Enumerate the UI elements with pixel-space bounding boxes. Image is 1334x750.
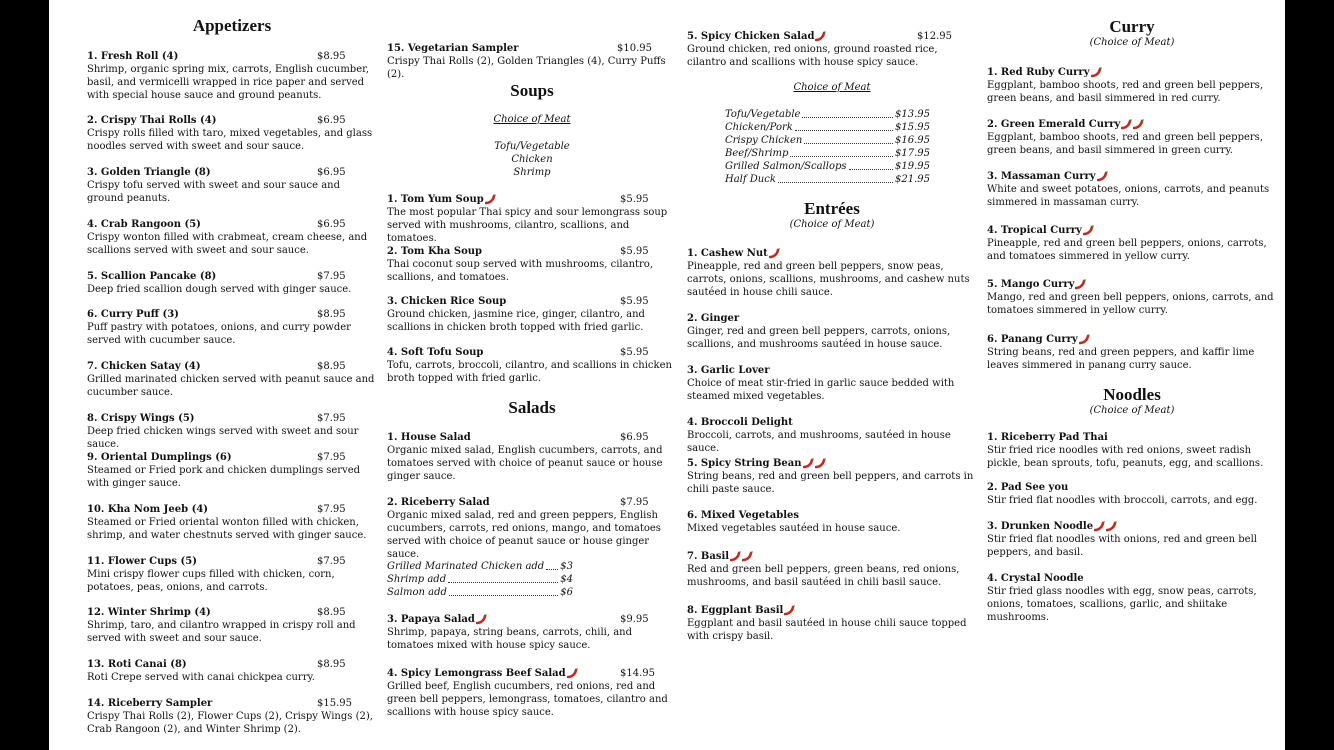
item-name: 2. Crispy Thai Rolls (4) <box>87 115 217 126</box>
item-description: The most popular Thai spicy and sour lemongrass soup served with mushrooms, cilantro, scallions, and tomatoes. <box>387 207 668 244</box>
salads-heading: Salads <box>508 398 556 417</box>
item-name: 4. Spicy Lemongrass Beef Salad <box>387 668 566 679</box>
meat-option: Beef/Shrimp $17.95 <box>725 148 930 159</box>
item-name: 1. Cashew Nut <box>687 248 768 259</box>
item-description: String beans, red and green peppers, and kaffir lime leaves simmered in panang curry sauce. <box>987 347 1255 371</box>
item-description: Crispy tofu served with sweet and sour sauce and ground peanuts. <box>87 180 341 204</box>
item-description: Red and green bell peppers, green beans, red onions, mushrooms, and basil sautéed in chili basil sauce. <box>687 564 960 588</box>
item-description: Steamed or Fried oriental wonton filled with chicken, shrimp, and water chestnuts served with ginger sauce. <box>87 517 367 541</box>
item-description: Crispy Thai Rolls (2), Golden Triangles (4), Curry Puffs (2). <box>387 56 666 80</box>
item-price: $7.95 <box>317 413 346 424</box>
menu-item <box>987 170 1277 209</box>
item-description: Deep fried scallion dough served with ginger sauce. <box>87 284 352 295</box>
meat-choice-label: Choice of Meat <box>793 82 871 93</box>
item-price: $5.95 <box>620 347 649 358</box>
menu-item <box>87 412 377 451</box>
menu-item <box>987 333 1277 372</box>
item-name: 11. Flower Cups (5) <box>87 556 197 567</box>
item-name: 7. Chicken Satay (4) <box>87 361 201 372</box>
item-description: Crispy rolls filled with taro, mixed vegetables, and glass noodles served with sweet and sour sauce. <box>87 128 373 152</box>
item-name: 3. Massaman Curry <box>987 171 1096 182</box>
item-name: 1. Tom Yum Soup <box>387 194 484 205</box>
item-description: Crispy Thai Rolls (2), Flower Cups (2), Crispy Wings (2), Crab Rangoon (2), and Winter Shrimp (2). <box>87 711 373 735</box>
item-description: Grilled beef, English cucumbers, red onions, red and green bell peppers, lemongrass, tomatoes, cilantro and scallions with house spicy sauce. <box>387 681 668 718</box>
item-name: 3. Drunken Noodle <box>987 521 1094 532</box>
item-price: $7.95 <box>317 556 346 567</box>
addon-row: Salmon add $6 <box>387 587 573 598</box>
menu-item <box>87 658 377 684</box>
item-description: Pineapple, red and green bell peppers, snow peas, carrots, onions, scallions, mushrooms, and cashew nuts sautéed in house chili sauce. <box>687 261 970 298</box>
item-name: 2. Green Emerald Curry <box>987 119 1121 130</box>
soup-choice: Shrimp <box>513 167 551 178</box>
item-description: Ground chicken, red onions, ground roasted rice, cilantro and scallions with house spicy sauce. <box>687 44 938 68</box>
salad-addons <box>387 560 573 599</box>
menu-item <box>987 520 1277 559</box>
item-description: Tofu, carrots, broccoli, cilantro, and scallions in chicken broth topped with fried garlic. <box>387 360 672 384</box>
chili-icon <box>476 614 487 625</box>
item-description: Thai coconut soup served with mushrooms, cilantro, scallions, and tomatoes. <box>387 259 654 283</box>
menu-item <box>987 431 1277 470</box>
item-name: 5. Mango Curry <box>987 279 1075 290</box>
item-description: Stir fried rice noodles with red onions, sweet radish pickle, bean sprouts, tofu, peanuts, egg, and scallions. <box>987 445 1264 469</box>
item-description: String beans, red and green bell peppers, and carrots in chili paste sauce. <box>687 471 974 495</box>
item-name: 5. Spicy String Bean <box>687 458 802 469</box>
vegetarian-sampler <box>387 42 677 81</box>
menu-item <box>87 697 377 736</box>
menu-item <box>687 550 977 589</box>
menu-item <box>87 114 377 153</box>
item-description: Stir fried flat noodles with onions, red and green bell peppers, and basil. <box>987 534 1257 558</box>
menu-item <box>987 278 1277 317</box>
item-description: Broccoli, carrots, and mushrooms, sautéed in house sauce. <box>687 430 951 454</box>
item-name: 1. Red Ruby Curry <box>987 67 1090 78</box>
menu-item <box>387 496 677 561</box>
item-name: 2. Ginger <box>687 313 740 324</box>
item-price: $5.95 <box>620 296 649 307</box>
menu-item <box>387 245 677 284</box>
item-description: Organic mixed salad, red and green peppers, English cucumbers, carrots, red onions, mango, and tomatoes served with choice of peanut sauce or house ginger sauce. <box>387 510 661 560</box>
item-description: Eggplant, bamboo shoots, red and green bell peppers, green beans, and basil simmered in red curry. <box>987 80 1263 104</box>
menu-item <box>87 50 377 102</box>
item-name: 1. Riceberry Pad Thai <box>987 432 1108 443</box>
noodles-heading: Noodles <box>1103 385 1161 404</box>
chili-icon <box>485 194 496 205</box>
item-description: Eggplant, bamboo shoots, red and green bell peppers, green beans, and basil simmered in green curry. <box>987 132 1263 156</box>
chili-icon <box>567 668 578 679</box>
menu-item <box>87 308 377 347</box>
item-name: 5. Scallion Pancake (8) <box>87 271 217 282</box>
item-price: $6.95 <box>317 219 346 230</box>
addon-row: Grilled Marinated Chicken add $3 <box>387 561 573 572</box>
menu-item <box>387 667 677 719</box>
item-name: 4. Broccoli Delight <box>687 417 793 428</box>
item-name: 5. Spicy Chicken Salad <box>687 31 815 42</box>
item-description: White and sweet potatoes, onions, carrots, and peanuts simmered in massaman curry. <box>987 184 1270 208</box>
meat-choice-list <box>725 108 930 186</box>
meat-option: Half Duck $21.95 <box>725 174 930 185</box>
chili-icon <box>1079 334 1090 345</box>
menu-page <box>49 0 1285 750</box>
chili-icon <box>769 248 780 259</box>
item-name: 8. Crispy Wings (5) <box>87 413 195 424</box>
meat-option: Chicken/Pork $15.95 <box>725 122 930 133</box>
menu-item <box>687 312 977 351</box>
menu-item <box>687 457 977 496</box>
soups-choice-label: Choice of Meat <box>493 114 571 125</box>
item-description: Shrimp, papaya, string beans, carrots, chili, and tomatoes mixed with house spicy sauce. <box>387 627 633 651</box>
item-name: 7. Basil <box>687 551 730 562</box>
item-price: $6.95 <box>317 167 346 178</box>
menu-item <box>687 364 977 403</box>
item-price: $7.95 <box>317 452 346 463</box>
item-name: 6. Mixed Vegetables <box>687 510 800 521</box>
item-description: Organic mixed salad, English cucumbers, carrots, and tomatoes served with choice of peanut sauce or house ginger sauce. <box>387 445 663 482</box>
chili-icon <box>1075 279 1086 290</box>
chili-icon <box>815 458 826 469</box>
item-description: Puff pastry with potatoes, onions, and curry powder served with cucumber sauce. <box>87 322 351 346</box>
curry-heading: Curry <box>1109 17 1155 36</box>
appetizers-heading: Appetizers <box>192 16 272 35</box>
menu-item <box>987 572 1277 624</box>
meat-option: Tofu/Vegetable $13.95 <box>725 109 930 120</box>
soups-heading: Soups <box>510 81 554 100</box>
chili-icon <box>784 605 795 616</box>
menu-item <box>87 218 377 257</box>
item-name: 4. Soft Tofu Soup <box>387 347 484 358</box>
item-price: $8.95 <box>317 309 346 320</box>
item-description: Pineapple, red and green bell peppers, onions, carrots, and tomatoes simmered in yellow curry. <box>987 238 1267 262</box>
menu-item <box>987 66 1277 105</box>
item-name: 15. Vegetarian Sampler <box>387 43 519 54</box>
item-price: $9.95 <box>620 614 649 625</box>
item-price: $10.95 <box>617 43 652 54</box>
menu-item <box>987 481 1277 507</box>
item-name: 13. Roti Canai (8) <box>87 659 187 670</box>
item-price: $7.95 <box>620 497 649 508</box>
noodles-subtitle: (Choice of Meat) <box>1089 405 1175 416</box>
item-price: $15.95 <box>317 698 352 709</box>
menu-item <box>87 270 377 296</box>
item-description: Mixed vegetables sautéed in house sauce. <box>687 523 901 534</box>
menu-item <box>687 509 977 535</box>
item-name: 9. Oriental Dumplings (6) <box>87 452 232 463</box>
soup-choice: Chicken <box>511 154 553 165</box>
chili-icon <box>730 551 741 562</box>
item-description: Shrimp, organic spring mix, carrots, English cucumber, basil, and vermicelli wrapped in rice paper and served with special house sauce and ground peanuts. <box>87 64 369 101</box>
menu-item <box>87 451 377 490</box>
item-price: $8.95 <box>317 51 346 62</box>
item-description: Deep fried chicken wings served with sweet and sour sauce. <box>87 426 359 450</box>
item-name: 14. Riceberry Sampler <box>87 698 213 709</box>
item-name: 3. Chicken Rice Soup <box>387 296 507 307</box>
item-name: 2. Pad See you <box>987 482 1069 493</box>
chili-icon <box>1133 119 1144 130</box>
item-price: $7.95 <box>317 271 346 282</box>
item-description: Grilled marinated chicken served with peanut sauce and cucumber sauce. <box>87 374 375 398</box>
chili-icon <box>1091 67 1102 78</box>
item-description: Roti Crepe served with canai chickpea curry. <box>87 672 315 683</box>
item-description: Steamed or Fried pork and chicken dumplings served with ginger sauce. <box>87 465 361 489</box>
item-description: Mini crispy flower cups filled with chicken, corn, potatoes, peas, onions, and carrots. <box>87 569 335 593</box>
item-name: 1. Fresh Roll (4) <box>87 51 179 62</box>
item-description: Stir fried flat noodles with broccoli, carrots, and egg. <box>987 495 1258 506</box>
item-name: 6. Curry Puff (3) <box>87 309 179 320</box>
chili-icon <box>742 551 753 562</box>
item-name: 3. Papaya Salad <box>387 614 475 625</box>
item-name: 1. House Salad <box>387 432 471 443</box>
item-name: 4. Tropical Curry <box>987 225 1082 236</box>
item-price: $6.95 <box>620 432 649 443</box>
menu-item <box>387 613 677 652</box>
item-name: 2. Tom Kha Soup <box>387 246 483 257</box>
item-price: $8.95 <box>317 659 346 670</box>
item-description: Shrimp, taro, and cilantro wrapped in crispy roll and served with sweet and sour sauce. <box>87 620 356 644</box>
item-price: $8.95 <box>317 607 346 618</box>
chili-icon <box>815 31 826 42</box>
item-price: $5.95 <box>620 194 649 205</box>
menu-item <box>87 555 377 594</box>
chili-icon <box>1094 521 1105 532</box>
addon-row: Shrimp add $4 <box>387 574 573 585</box>
chili-icon <box>1083 225 1094 236</box>
item-name: 8. Eggplant Basil <box>687 605 784 616</box>
item-price: $14.95 <box>620 668 655 679</box>
item-description: Stir fried glass noodles with egg, snow peas, carrots, onions, tomatoes, scallions, garlic, and shiitake mushrooms. <box>987 586 1257 623</box>
item-name: 12. Winter Shrimp (4) <box>87 607 211 618</box>
item-description: Mango, red and green bell peppers, onions, carrots, and tomatoes simmered in yellow curry. <box>987 292 1274 316</box>
item-description: Ginger, red and green bell peppers, carrots, onions, scallions, and mushrooms sautéed in house sauce. <box>687 326 951 350</box>
entrees-subtitle: (Choice of Meat) <box>789 219 875 230</box>
item-name: 6. Panang Curry <box>987 334 1078 345</box>
item-name: 2. Riceberry Salad <box>387 497 490 508</box>
menu-item <box>87 503 377 542</box>
item-price: $7.95 <box>317 504 346 515</box>
menu-item <box>87 166 377 205</box>
menu-item <box>387 431 677 483</box>
meat-option: Grilled Salmon/Scallops $19.95 <box>725 161 930 172</box>
menu-item <box>87 360 377 399</box>
item-price: $5.95 <box>620 246 649 257</box>
item-description: Ground chicken, jasmine rice, ginger, cilantro, and scallions in chicken broth topped with fried garlic. <box>387 309 645 333</box>
spicy-chicken-salad <box>687 30 977 69</box>
meat-option: Crispy Chicken $16.95 <box>725 135 930 146</box>
soup-choice: Tofu/Vegetable <box>494 141 570 152</box>
chili-icon <box>1106 521 1117 532</box>
item-description: Crispy wonton filled with crabmeat, cream cheese, and scallions served with sweet and sour sauce. <box>87 232 368 256</box>
chili-icon <box>1121 119 1132 130</box>
menu-item <box>987 118 1277 157</box>
menu-item <box>87 606 377 645</box>
menu-item <box>387 193 677 245</box>
chili-icon <box>1097 171 1108 182</box>
chili-icon <box>803 458 814 469</box>
menu-item <box>687 604 977 643</box>
menu-item <box>687 416 977 455</box>
entrees-heading: Entrées <box>804 199 860 218</box>
item-name: 3. Garlic Lover <box>687 365 770 376</box>
item-description: Eggplant and basil sautéed in house chili sauce topped with crispy basil. <box>687 618 967 642</box>
item-price: $8.95 <box>317 361 346 372</box>
item-price: $12.95 <box>917 31 952 42</box>
curry-subtitle: (Choice of Meat) <box>1089 37 1175 48</box>
soups-choices <box>387 140 677 179</box>
item-name: 4. Crab Rangoon (5) <box>87 219 201 230</box>
item-name: 10. Kha Nom Jeeb (4) <box>87 504 209 515</box>
item-name: 4. Crystal Noodle <box>987 573 1084 584</box>
item-description: Choice of meat stir-fried in garlic sauce bedded with steamed mixed vegetables. <box>687 378 955 402</box>
menu-item <box>387 346 677 385</box>
menu-item <box>387 295 677 334</box>
menu-item <box>987 224 1277 263</box>
item-price: $6.95 <box>317 115 346 126</box>
item-name: 3. Golden Triangle (8) <box>87 167 211 178</box>
menu-item <box>687 247 977 299</box>
